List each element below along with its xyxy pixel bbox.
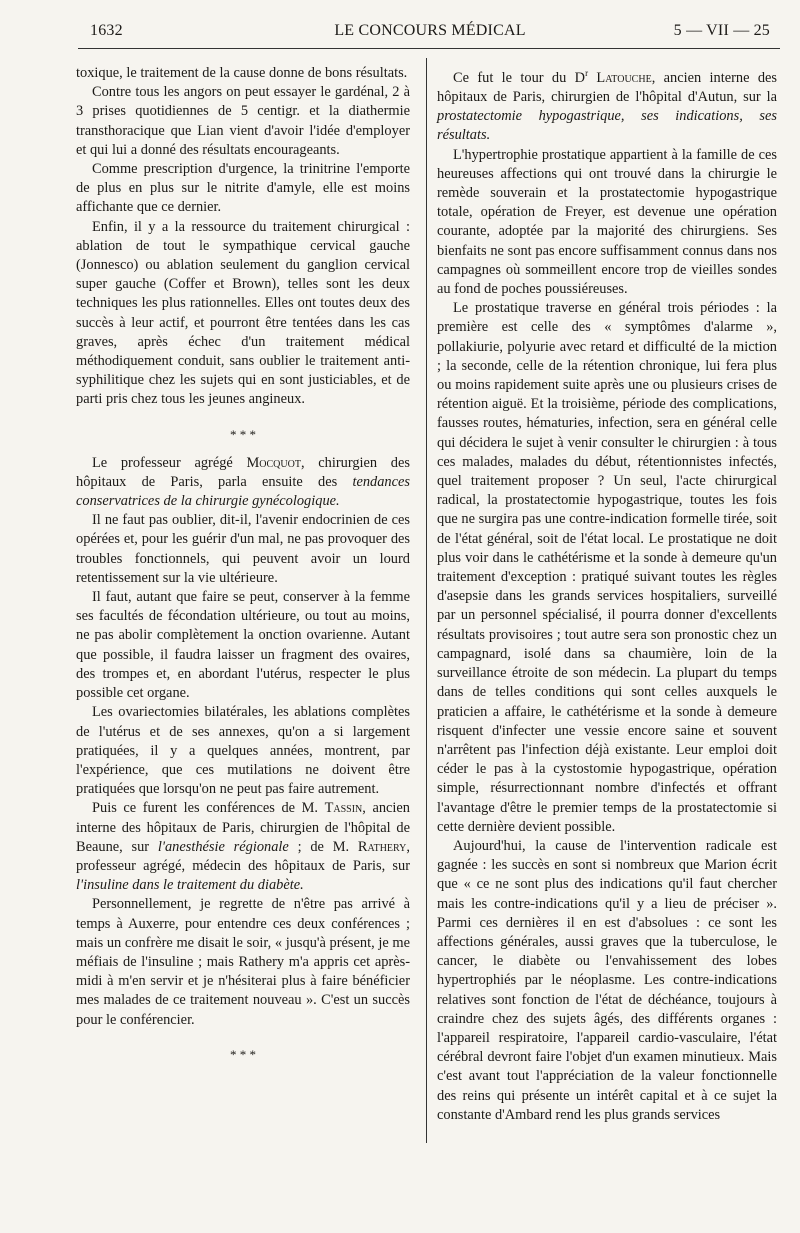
paragraph: toxique, le traitement de la cause donne de bons résultats. <box>76 65 408 81</box>
paragraph: L'hypertrophie prostatique appartient à la famille de ces heureuses affections qui ont trouvé dans la chirurgie le remède souverain et la prostatectomie hypogastrique totale, opération de Freyer, est devenue une opération courante, adoptée par la majorité des chirurgiens. Ses bienfaits ne sont pas encore suffisamment connus dans nos campagnes où sommeillent encore trop de vieilles sondes au fond de poches poussiéreuses. <box>437 146 777 298</box>
page-number: 1632 <box>90 22 123 39</box>
author-name: Tassin <box>324 800 363 817</box>
paragraph: Les ovariectomies bilatérales, les ablations complètes de l'utérus et de ses annexes, qu'on a si largement pratiquées, il y a quelques années, montrent, par l'expérience, que ces mutilations ne doivent être pratiquées que lorsqu'on ne peut pas faire autrement. <box>76 704 410 798</box>
paragraph: Contre tous les angors on peut essayer le gardénal, 2 à 3 prises quotidiennes de 5 centigr. et la diathermie transthoracique que Lian vient d'avoir l'idée d'employer et qui lui a donné des résultats encourageants. <box>76 84 410 158</box>
section-separator: * * * <box>230 426 256 442</box>
talk-title: l'insuline dans le traitement du diabète. <box>76 877 304 894</box>
author-name: Latouche <box>588 69 652 86</box>
left-column <box>76 64 410 1074</box>
page-header <box>90 22 770 46</box>
header-rule <box>78 48 780 49</box>
paragraph: Il faut, autant que faire se peut, conserver à la femme ses facultés de fécondation ultérieure, ou tout au moins, ne pas abolir complètement la onction ovarienne. Autant que possible, il faudra laisser un fragment des ovaires, des trompes et, en abordant l'utérus, respecter le plus possible cet organe. <box>76 589 410 702</box>
paragraph: Aujourd'hui, la cause de l'intervention radicale est gagnée : les succès en sont si nombreux que Marion écrit que « ce ne sont plus des indications qu'il faut chercher mais les contre-indications qu'il y a lieu de préciser ». Parmi ces dernières il en est d'absolues : ce sont les affections générales, aussi graves que la tuberculose, le cancer, le diabète ou l'envahissement des lobes hypertrophiés par le néoplasme. Les contre-indications relatives sont fonction de l'état de déchéance, toujours à craindre chez des sujets âgés, des différents organes : l'appareil respiratoire, l'appareil cardio-vasculaire, l'état cérébral devront faire l'objet d'un examen minutieux. Mais c'est avant tout l'appréciation de la valeur fonctionnelle des reins qui présente un intérêt capital et à ce sujet la constante d'Ambard rend les plus grands services <box>437 837 777 1123</box>
paragraph: Il ne faut pas oublier, dit-il, l'avenir endocrinien de ces opérées et, pour les guérir d'un mal, ne pas provoquer des troubles fonctionnels, qui peuvent avoir un lourd retentissement sur la vie ultérieure. <box>76 512 410 586</box>
paragraph: Le prostatique traverse en général trois périodes : la première est celle des « symptômes d'alarme », pollakiurie, polyurie avec retard et difficulté de la miction ; la seconde, celle de la rétention chronique, lui fera plus ou moins rapidement suite après une ou plusieurs crises de rétention aiguë. Et la troisième, période des complications, fausses routes, hématuries, infection, sera en général celle qui décidera le sujet à venir consulter le chirurgien : à tous ces malades, malades du début, rétentionnistes infectés, quel traitement proposer ? Un seul, l'acte chirurgical radical, la prostatectomie hypogastrique, toutes les fois que ne surgira pas une contre-indication formelle tirée, soit de l'état général, soit de l'état local. Le prostatique ne doit plus voir dans le cathétérisme et la sonde à demeure qu'un traitement d'exception : pratiqué suivant toutes les règles d'asepsie dans les grands services hospitaliers, surveillé par un personnel spécialisé, il pourra donner d'excellents résultats provisoires ; tout autre sera son pronostic chez un campagnard, isolé dans sa chaumière, loin de la surveillance étroite de son médecin. La plupart du temps dans de telles conditions qui sont celles auxquels le praticien a affaire, le cathétérisme et la sonde à demeure risquent d'infecter une vessie encore saine et souvent n'arrêtent pas l'infection déjà existante. Leur emploi doit céder le pas à la cystostomie hypogastrique, opération simple, résurrectionnant nombre d'infectés et offrant l'avantage d'être le premier temps de la prostatectomie si cette dernière devient possible. <box>437 300 777 835</box>
talk-title: prostatectomie hypogastrique, ses indications, ses résultats. <box>437 108 777 144</box>
column-divider <box>426 58 427 1143</box>
paragraph: Comme prescription d'urgence, la trinitrine l'emporte de plus en plus sur le nitrite d'amyle, elle est moins affichante que ce dernier. <box>76 161 410 216</box>
paragraph: Enfin, il y a la ressource du traitement chirurgical : ablation de tout le sympathique cervical gauche (Jonnesco) ou ablation seulement du ganglion cervical super gauche (Coffer et Brown), telles sont les deux techniques les plus rationnelles. Elles ont toutes deux des succès à leur actif, et pourront être tentées dans les cas graves, après échec d'un traitement médical méthodiquement conduit, sans oublier le traitement anti-syphilitique chez les sujets qui en sont justiciables, et de parti pris chez tous les jeunes angineux. <box>76 218 410 408</box>
journal-title: LE CONCOURS MÉDICAL <box>334 22 526 39</box>
paragraph: Personnellement, je regrette de n'être pas arrivé à temps à Auxerre, pour entendre ces deux conférences ; mais un confrère me disait le soir, « jusqu'à présent, je me méfiais de l'insuline ; mais Rathery m'a appris cet après-midi à m'en servir et je n'hésiterai plus à faire bénéficier mes malades de ce traitement nouveau ». C'est un succès pour le conférencier. <box>76 896 410 1028</box>
right-column <box>437 64 777 1125</box>
author-name: Mocquot <box>246 454 301 471</box>
talk-title: l'anesthésie régionale <box>157 838 289 855</box>
paragraph-conferences: Puis ce furent les conférences de M. Tassin, ancien interne des hôpitaux de Paris, chirurgien de l'hôpital de Beaune, sur l'anesthésie régionale ; de M. Rathery, professeur agrégé, médecin des hôpitaux de Paris, sur l'insuline dans le traitement du diabète. <box>76 800 410 894</box>
paragraph-latouche: Ce fut le tour du $D^r$ Latouche, ancien interne des hôpitaux de Paris, chirurgien de l'hôpital d'Autun, sur la prostatectomie hypogastrique, ses indications, ses résultats. <box>437 68 778 144</box>
author-name: Rathery <box>357 838 407 855</box>
talk-title: tendances conservatrices de la chirurgie gynécologique. <box>76 473 410 510</box>
paragraph-mocquot: Le professeur agrégé Mocquot, chirurgien des hôpitaux de Paris, parla ensuite des tendances conservatrices de la chirurgie gynécologique. <box>76 454 410 510</box>
issue-date: 5 — VII — 25 <box>673 22 770 39</box>
section-separator: * * * <box>230 1046 256 1062</box>
